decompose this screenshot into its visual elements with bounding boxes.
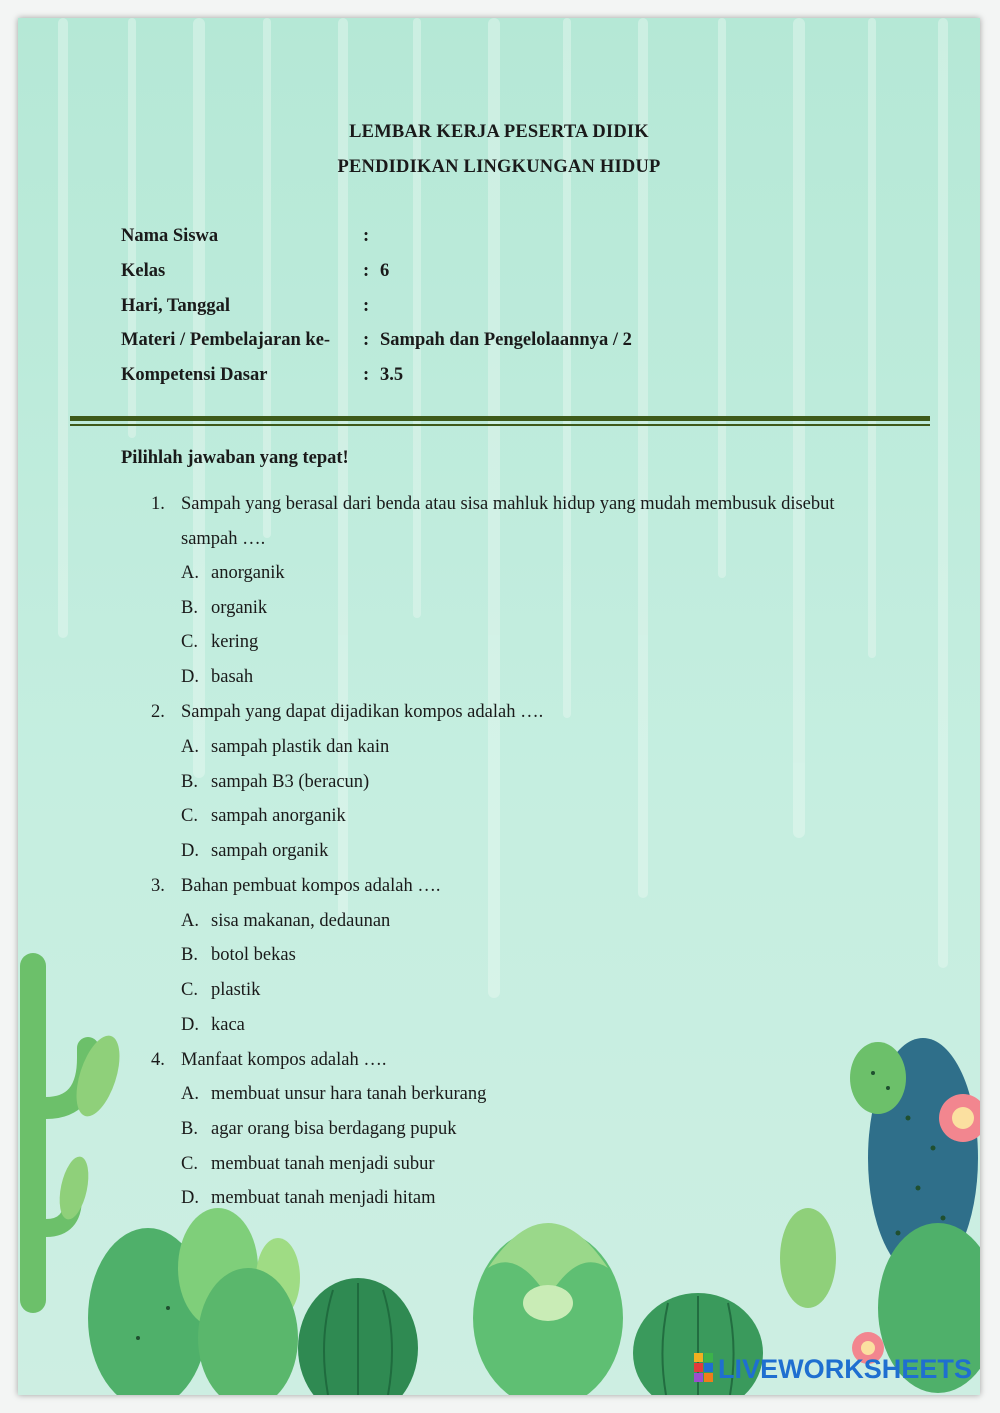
option-letter: D. [181,841,199,861]
question-text: Bahan pembuat kompos adalah …. [181,876,441,896]
option-letter: A. [181,1084,199,1104]
option-letter: C. [181,980,198,1000]
info-value: 3.5 [380,365,404,385]
info-label: Hari, Tanggal [121,296,230,316]
option-text[interactable]: membuat unsur hara tanah berkurang [211,1084,487,1104]
question-text: Sampah yang berasal dari benda atau sisa mahluk hidup yang mudah membusuk disebut [181,494,835,514]
question-text-continued: sampah …. [181,529,266,549]
option-letter: C. [181,806,198,826]
info-colon: : [363,330,370,350]
option-text[interactable]: kaca [211,1015,245,1035]
divider-thick [70,416,930,421]
liveworksheets-wordmark: LIVEWORKSHEETS [718,1354,972,1384]
option-letter: D. [181,1188,199,1208]
info-label: Kelas [121,261,166,281]
option-letter: B. [181,772,198,792]
option-text[interactable]: organik [211,598,268,618]
info-colon: : [363,261,370,281]
option-text[interactable]: kering [211,632,259,652]
option-text[interactable]: basah [211,667,254,687]
option-text[interactable]: sampah B3 (beracun) [211,772,370,792]
option-letter: A. [181,737,199,757]
option-text[interactable]: sisa makanan, dedaunan [211,911,391,931]
option-text[interactable]: membuat tanah menjadi hitam [211,1188,436,1208]
info-colon: : [363,226,370,246]
worksheet-page [18,18,980,1395]
option-text[interactable]: plastik [211,980,261,1000]
question-number: 3. [151,876,165,896]
worksheet-subtitle: PENDIDIKAN LINGKUNGAN HIDUP [337,157,661,177]
option-text[interactable]: membuat tanah menjadi subur [211,1154,435,1174]
liveworksheets-logo [694,1347,974,1385]
info-value: 6 [380,261,390,281]
info-value: Sampah dan Pengelolaannya / 2 [380,330,632,350]
question-text: Sampah yang dapat dijadikan kompos adalah …. [181,702,544,722]
option-letter: C. [181,1154,198,1174]
option-letter: D. [181,1015,199,1035]
option-text[interactable]: sampah organik [211,841,329,861]
question-text: Manfaat kompos adalah …. [181,1050,387,1070]
question-number: 4. [151,1050,165,1070]
option-letter: A. [181,563,199,583]
option-text[interactable]: botol bekas [211,945,296,965]
info-colon: : [363,296,370,316]
info-label: Materi / Pembelajaran ke- [121,330,331,350]
option-text[interactable]: anorganik [211,563,285,583]
option-text[interactable]: sampah anorganik [211,806,346,826]
question-number: 2. [151,702,165,722]
instruction-text: Pilihlah jawaban yang tepat! [121,448,349,468]
liveworksheets-logo-icon [694,1353,713,1382]
question-number: 1. [151,494,165,514]
info-label: Nama Siswa [121,226,219,246]
info-colon: : [363,365,370,385]
option-letter: B. [181,598,198,618]
option-letter: C. [181,632,198,652]
option-letter: A. [181,911,199,931]
info-label: Kompetensi Dasar [121,365,268,385]
option-letter: B. [181,945,198,965]
option-text[interactable]: agar orang bisa berdagang pupuk [211,1119,457,1139]
option-text[interactable]: sampah plastik dan kain [211,737,390,757]
option-letter: D. [181,667,199,687]
worksheet-title: LEMBAR KERJA PESERTA DIDIK [349,122,649,142]
divider-thin [70,424,930,426]
option-letter: B. [181,1119,198,1139]
